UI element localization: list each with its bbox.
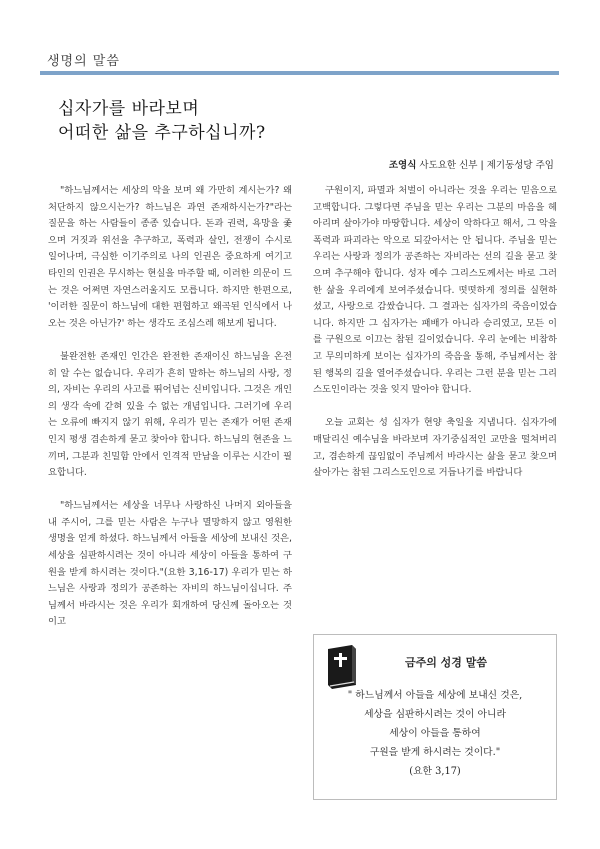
title-line-1: 십자가를 바라보며 <box>58 99 200 119</box>
paragraph: "하느님께서는 세상을 너무나 사랑하신 나머지 외아들을 내 주시어, 그를 믿는 사람은 누구나 멸망하지 않고 영원한 생명을 얻게 하셨다. 하느님께서 아들을 세상에 보내신 것은, 세상을 심판하시려는 것이 아니라 세상이 아들을 통하여 구원을 받게 하시려는 것이다."(요한 3,16-17) 우리가 믿는 하느님은 사랑과 정의가 공존하는 자비의 하느님이십니다. 주님께서 바라시는 것은 우리가 회개하여 당신께 돌아오는 것이고 <box>48 500 292 628</box>
author-name: 조영식 <box>388 160 417 171</box>
verse-reference: (요한 3,17) <box>409 766 461 777</box>
verse-line: 세상이 아들을 통하여 <box>389 728 481 739</box>
right-column <box>313 183 557 498</box>
author-byline <box>389 157 554 171</box>
paragraph: 불완전한 존재인 인간은 완전한 존재이신 하느님을 온전히 알 수는 없습니다. 우리가 흔히 말하는 하느님의 사랑, 정의, 자비는 우리의 사고를 뛰어넘는 신비입니다. 그것은 개인의 생각 속에 갇혀 있을 수 없는 개념입니다. 그러기에 우리는 오류에 빠지지 않기 위해, 우리가 믿는 존재가 어떤 존재인지 평생 겸손하게 묻고 찾아야 합니다. 하느님의 현존을 느끼며, 그분과 친밀함 안에서 인격적 만남을 이루는 시간이 필요합니다. <box>48 350 292 479</box>
article-title <box>58 97 266 145</box>
section-label: 생명의 말씀 <box>47 54 120 69</box>
weekly-verse-box <box>313 634 557 800</box>
author-role: 사도요한 신부 | 제기동성당 주임 <box>419 160 554 171</box>
header-rule <box>40 71 559 75</box>
paragraph: 구원이지, 파멸과 처벌이 아니라는 것을 우리는 믿음으로 고백합니다. 그렇다면 주님을 믿는 우리는 그분의 마음을 헤아리며 살아가야 마땅합니다. 세상이 악하다고 해서, 그 악을 폭력과 파괴라는 악으로 되갚아서는 안 됩니다. 주님을 믿는 우리는 사랑과 정의가 공존하는 자비라는 선의 길을 묻고 찾으며 추구해야 합니다. 성자 예수 그리스도께서는 바로 그러한 삶을 우리에게 보여주셨습니다. 떳떳하게 정의를 실현하셨고, 사랑으로 감쌌습니다. 그 결과는 십자가의 죽음이었습니다. 하지만 그 십자가는 패배가 아니라 승리였고, 모든 이를 구원으로 이끄는 참된 길이었습니다. 우리 눈에는 비참하고 무의미하게 보이는 십자가의 죽음을 통해, 주님께서는 참된 행복의 길을 열어주셨습니다. 우리는 그런 분을 믿는 그리스도인이라는 것을 잊지 말아야 합니다. <box>313 185 557 396</box>
verse-text <box>314 686 556 781</box>
paragraph: 오늘 교회는 성 십자가 현양 축일을 지냅니다. 십자가에 매달리신 예수님을 바라보며 자기중심적인 교만을 떨쳐버리고, 겸손하게 끊임없이 주님께서 바라시는 삶을 묻고 찾으며 살아가는 참된 그리스도인으로 거듭나기를 바랍니다 <box>313 417 557 479</box>
left-column <box>48 183 292 648</box>
paragraph: "하느님께서는 세상의 악을 보며 왜 가만히 계시는가? 왜 처단하지 않으시는가? 하느님은 과연 존재하시는가?"라는 질문을 하는 사람들이 종종 있습니다. 돈과 권력, 욕망을 좇으며 거짓과 위선을 추구하고, 폭력과 살인, 전쟁이 수시로 일어나며, 극심한 이기주의로 나의 인권은 중요하게 여기고 타인의 인권은 무시하는 현실을 마주할 때, 이러한 의문이 드는 것은 어쩌면 자연스러울지도 모릅니다. 하지만 한편으로, '이러한 질문이 하느님에 대한 편협하고 왜곡된 인식에서 나오는 것은 아닌가?' 하는 생각도 조심스레 해보게 됩니다. <box>48 185 292 329</box>
verse-heading: 금주의 성경 말씀 <box>404 656 488 669</box>
verse-line: " 하느님께서 아들을 세상에 보내신 것은, <box>347 690 523 701</box>
verse-line: 구원을 받게 하시려는 것이다." <box>369 747 501 758</box>
title-line-2: 어떠한 삶을 추구하십니까? <box>58 123 266 143</box>
verse-line: 세상을 심판하시려는 것이 아니라 <box>364 709 506 720</box>
